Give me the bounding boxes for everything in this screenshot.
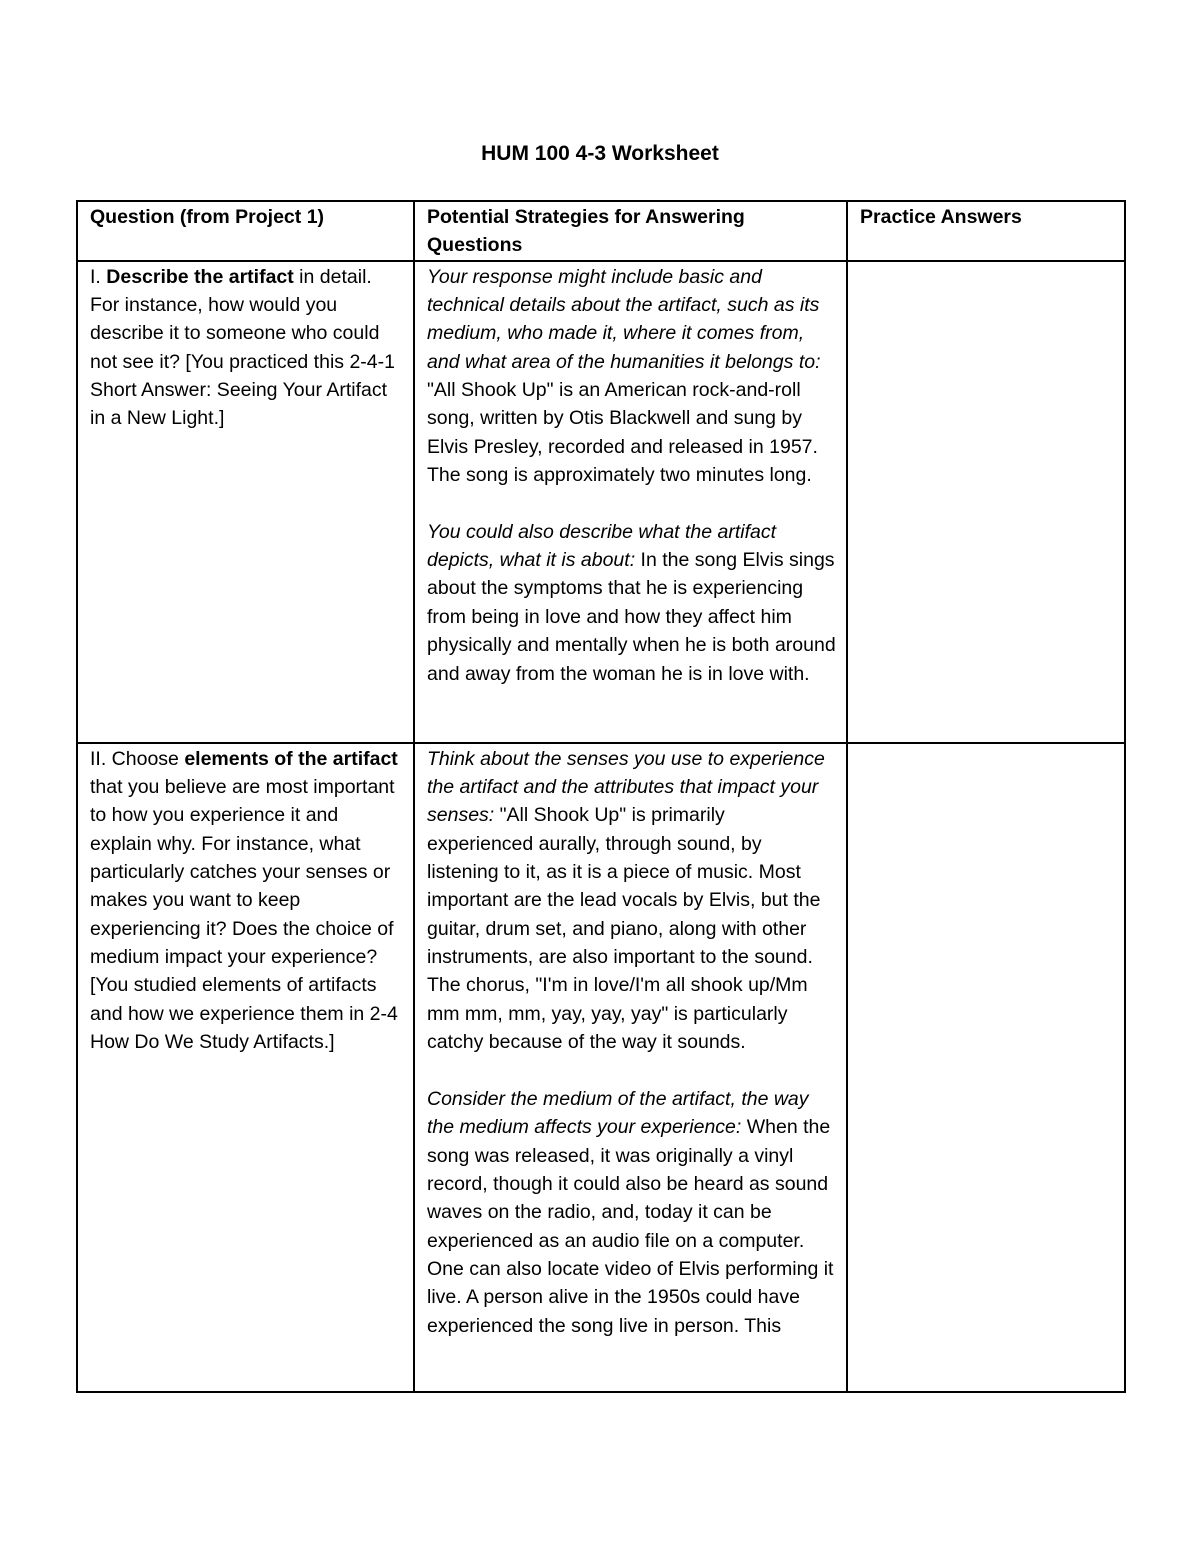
strategy-example: In the song Elvis sings about the symptoms that he is experiencing from being in love and how they affect him physically and mentally when he is both around and away from the woman he is in love with. <box>427 549 836 685</box>
strategy-cell-content <box>427 745 836 1340</box>
question-keyword: Describe the artifact <box>106 265 294 288</box>
header-practice-answers: Practice Answers <box>847 201 1125 261</box>
table-row <box>77 743 1125 1392</box>
strategy-block <box>427 518 836 688</box>
strategy-example: "All Shook Up" is an American rock-and-roll song, written by Otis Blackwell and sung by Elvis Presley, recorded and released in 1957. The song is approximately two minutes long. <box>427 379 818 487</box>
worksheet-table <box>76 200 1126 1393</box>
question-prefix: II. Choose <box>90 747 185 770</box>
strategy-prompt: Your response might include basic and technical details about the artifact, such as its medium, who made it, where it comes from, and what area of the humanities it belongs to: <box>427 265 821 373</box>
strategy-cell <box>414 743 847 1392</box>
strategy-block <box>427 1085 836 1340</box>
table-header-row <box>77 201 1125 261</box>
question-text: in detail. For instance, how would you describe it to someone who could not see it? [You practiced this 2-4-1 Short Answer: Seeing Your Artifact in a New Light.] <box>90 265 395 430</box>
practice-answer-cell[interactable] <box>847 261 1125 743</box>
strategy-cell <box>414 261 847 743</box>
question-cell <box>77 261 414 743</box>
strategy-block <box>427 263 836 490</box>
strategy-prompt: You could also describe what the artifact depicts, what it is about: <box>427 520 777 572</box>
page-title: HUM 100 4-3 Worksheet <box>481 142 719 165</box>
strategy-prompt: Think about the senses you use to experience the artifact and the attributes that impact your senses: <box>427 747 825 827</box>
strategy-block <box>427 745 836 1057</box>
question-cell <box>77 743 414 1392</box>
question-keyword: elements of the artifact <box>184 747 398 770</box>
header-question: Question (from Project 1) <box>77 201 414 261</box>
strategy-example: "All Shook Up" is primarily experienced aurally, through sound, by listening to it, as it is a piece of music. Most important are the lead vocals by Elvis, but the guitar, drum set, and piano, along with other instruments, are also important to the sound. The chorus, "I'm in love/I'm all shook up/Mm mm mm, mm, yay, yay, yay" is particularly catchy because of the way it sounds. <box>427 804 821 1054</box>
table-row <box>77 261 1125 743</box>
strategy-example: When the song was released, it was originally a vinyl record, though it could also be heard as sound waves on the radio, and, today it can be experienced as an audio file on a computer. One can also locate video of Elvis performing it live. A person alive in the 1950s could have experienced the song live in person. This <box>427 1116 834 1337</box>
question-text: that you believe are most important to how you experience it and explain why. For instance, what particularly catches your senses or makes you want to keep experiencing it? Does the choice of medium impact your experience? [You studied elements of artifacts and how we experience them in 2-4 How Do We Study Artifacts.] <box>90 776 398 1054</box>
header-strategies: Potential Strategies for Answering Questions <box>414 201 847 261</box>
question-prefix: I. <box>90 265 107 288</box>
practice-answer-cell[interactable] <box>847 743 1125 1392</box>
strategy-prompt: Consider the medium of the artifact, the way the medium affects your experience: <box>427 1087 809 1139</box>
